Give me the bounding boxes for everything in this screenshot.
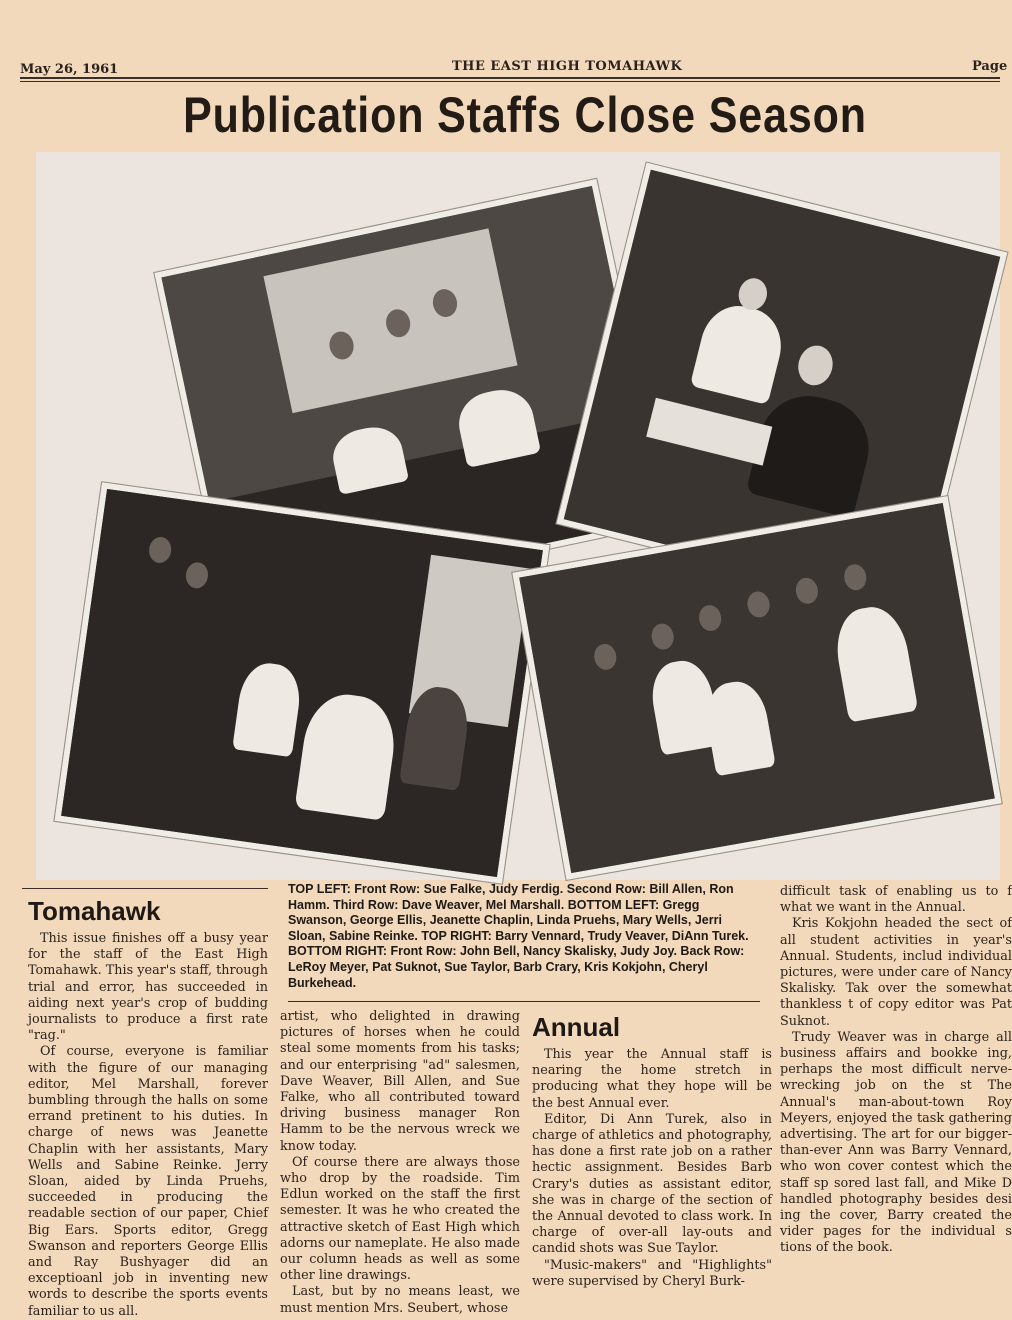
photo-bottom-left [54, 482, 549, 884]
tomahawk-column-2 [280, 1009, 520, 1317]
annual-paragraph: Editor, Di Ann Turek, also in charge of athletics and photography, has done a first rate job on a rather hectic assignment. Besides Barb Crary's duties as assistant editor, she was in charge of the section of the Annual devoted to class work. In charge of over-all lay-outs and candid shots was Sue Taylor. [532, 1111, 772, 1257]
annual-column-2 [780, 884, 1012, 1257]
photo-caption [288, 882, 758, 991]
tomahawk-paragraph: Of course, everyone is familiar with the figure of our managing editor, Mel Marshall, forever bumbling through the halls on some errand pretinent to his duties. In charge of news was Jeanette Chaplin with her assistants, Mary Wells and Sabine Reinke. Jerry Sloan, aided by Linda Pruehs, succeeded in producing the readable section of our paper, Chief Big Ears. Sports editor, Gregg Swanson and reporters George Ellis and Ray Bushyager did an exceptioanl job in inventing new words to describe the sports events familiar to us all. [28, 1044, 268, 1319]
annual-paragraph: "Music-makers" and "Highlights" were supervised by Cheryl Burk- [532, 1257, 772, 1289]
annual-column-1 [532, 1047, 772, 1290]
annual-column-2-clip [778, 880, 1012, 1303]
tomahawk-column-1 [28, 931, 268, 1320]
photo-collage [36, 152, 1000, 880]
tomahawk-continued-paragraph: Of course there are always those who drop by the roadside. Tim Edlun worked on the staff the first semester. It was he who created the attractive sketch of East High which adorns our nameplate. He also made our column heads as well as some other line drawings. [280, 1154, 520, 1284]
caption-divider [288, 1001, 760, 1002]
annual-continued-paragraph: Trudy Weaver was in charge all business affairs and bookke ing, perhaps the most difficult nerve-wrecking job on the st The Annual's man-about-town Roy Meyers, enjoyed the task gathering advertising. The art for our bigger-than-ever Ann was Barry Vennard, who won cover contest which the staff sp sored last fall, and Mike D handled photography besides desi ing the cover, Barry created the vider pages for the individual s tions of the book. [780, 1029, 1012, 1256]
annual-title: Annual [532, 1012, 621, 1042]
tomahawk-continued-paragraph: Last, but by no means least, we must mention Mrs. Seubert, whose [280, 1284, 520, 1316]
masthead-rule [20, 77, 1000, 79]
tomahawk-continued-paragraph: artist, who delighted in drawing pictures of horses when he could steal some moments from his tasks; and our enterprising "ad" salesmen, Dave Weaver, Bill Allen, and Sue Falke, who all contributed toward driving business manager Ron Hamm to be the nervous wreck we know today. [280, 1009, 520, 1154]
annual-paragraph: This year the Annual staff is nearing the home stretch in producing what they hope will be the best Annual ever. [532, 1047, 772, 1111]
tomahawk-paragraph: This issue finishes off a busy year for the staff of the East High Tomahawk. This year's staff, through trial and error, has succeeded in aiding next year's crop of budding journalists to produce a first rate "rag." [28, 931, 268, 1044]
masthead-rule-thin [20, 81, 1000, 82]
headline: Publication Staffs Close Season [183, 87, 867, 143]
photo-bottom-right [512, 496, 1001, 880]
photo-caption-text: TOP LEFT: Front Row: Sue Falke, Judy Ferdig. Second Row: Bill Allen, Ron Hamm. Third Row: Dave Weaver, Mel Marshall. BOTTOM LEFT: Gregg Swanson, George Ellis, Jeanette Chaplin, Linda Pruehs, Mary Wells, Jerri Sloan, Sabine Reinke. TOP RIGHT: Barry Vennard, Trudy Veaver, DiAnn Turek. BOTTOM RIGHT: Front Row: John Bell, Nancy Skalisky, Judy Joy. Back Row: LeRoy Meyer, Pat Suknot, Sue Taylor, Barb Crary, Kris Kokjohn, Cheryl Burkehead. [288, 882, 749, 990]
tomahawk-rule [22, 888, 268, 889]
issue-date: May 26, 1961 [20, 62, 119, 77]
newspaper-name: THE EAST HIGH TOMAHAWK [452, 59, 683, 74]
page-label: Page [972, 59, 1008, 74]
tomahawk-title: Tomahawk [28, 896, 161, 926]
annual-continued-paragraph: Kris Kokjohn headed the sect of all student activities in year's Annual. Students, includ individual pictures, were under care of Nancy Skalisky. Tak over the somewhat thankless t of copy editor was Pat Suknot. [780, 916, 1012, 1029]
annual-continued-paragraph: difficult task of enabling us to f what we want in the Annual. [780, 884, 1012, 916]
